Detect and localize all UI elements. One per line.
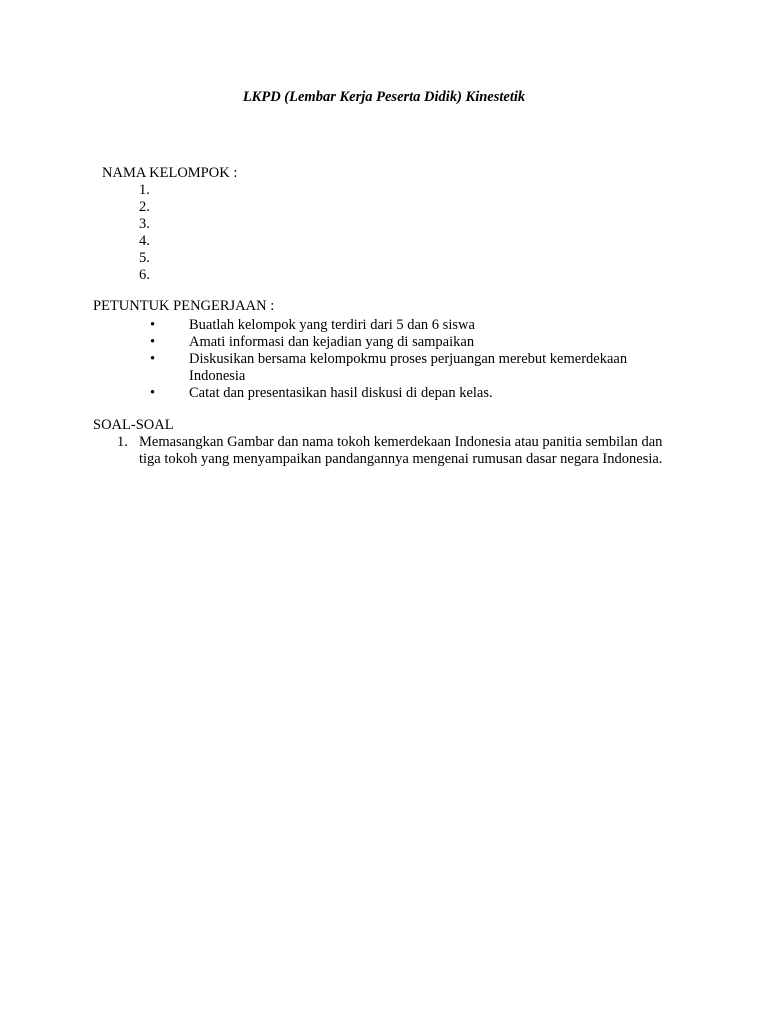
- bullet-icon: •: [150, 334, 156, 350]
- group-member-number: 3.: [139, 216, 150, 232]
- question-number: 1.: [117, 434, 128, 450]
- document-title: LKPD (Lembar Kerja Peserta Didik) Kinestetik: [242, 89, 526, 105]
- instruction-item: [0, 351, 679, 385]
- group-member-number: 6.: [139, 267, 150, 283]
- instruction-item: [0, 334, 679, 351]
- group-member-number: 4.: [139, 233, 150, 249]
- instruction-text: Amati informasi dan kejadian yang di sampaikan: [189, 334, 475, 350]
- group-member-number: 5.: [139, 250, 150, 266]
- instructions-list: [0, 317, 679, 402]
- bullet-icon: •: [150, 351, 156, 367]
- questions-heading: SOAL-SOAL: [93, 417, 174, 433]
- instruction-text: Catat dan presentasikan hasil diskusi di depan kelas.: [189, 385, 493, 401]
- questions-list: [0, 434, 679, 468]
- bullet-icon: •: [150, 385, 156, 401]
- question-text: Memasangkan Gambar dan nama tokoh kemerdekaan Indonesia atau panitia sembilan dan tiga tokoh yang menyampaikan pandangannya mengenai rumusan dasar negara Indonesia.: [139, 434, 663, 467]
- instruction-text: Buatlah kelompok yang terdiri dari 5 dan 6 siswa: [189, 317, 475, 333]
- group-member-list: [139, 182, 150, 284]
- group-member-number: 2.: [139, 199, 150, 215]
- instruction-item: [0, 385, 679, 402]
- question-item: [0, 434, 679, 468]
- instructions-heading: PETUNTUK PENGERJAAN :: [93, 298, 275, 314]
- group-name-label: NAMA KELOMPOK :: [102, 165, 238, 181]
- instruction-text: Diskusikan bersama kelompokmu proses perjuangan merebut kemerdekaan Indonesia: [189, 351, 628, 384]
- group-member-number: 1.: [139, 182, 150, 198]
- instruction-item: [0, 317, 679, 334]
- bullet-icon: •: [150, 317, 156, 333]
